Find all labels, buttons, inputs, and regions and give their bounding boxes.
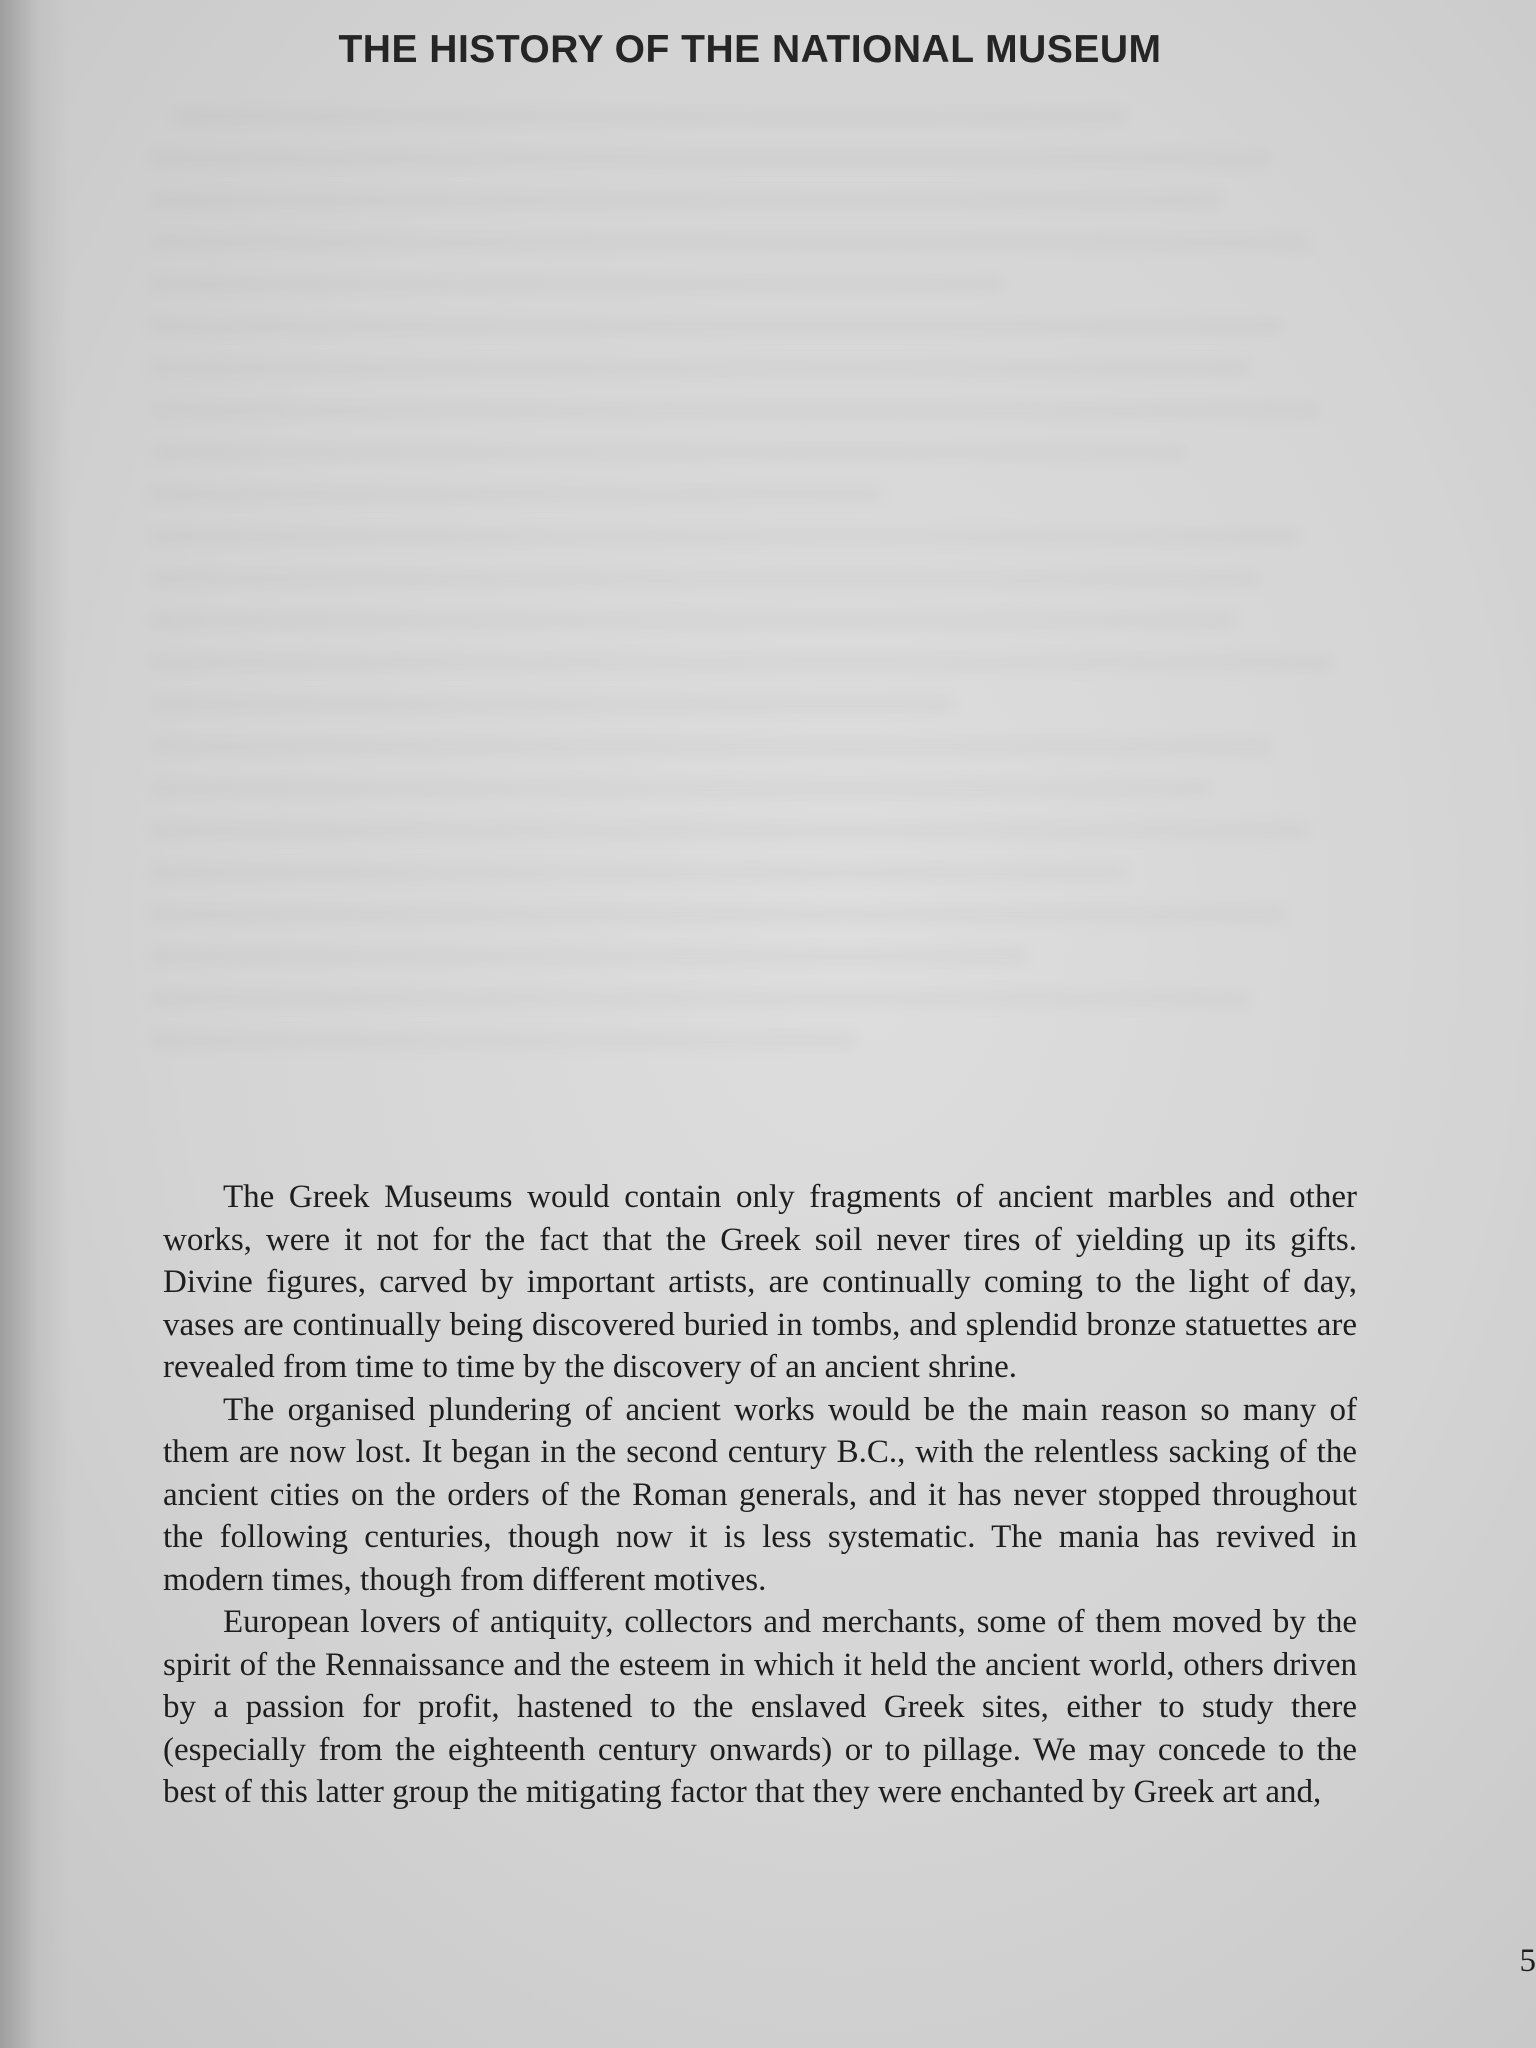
body-text [163,1176,1357,1814]
book-spine-shadow [0,0,70,2048]
paragraph-2: The organised plundering of ancient works would be the main reason so many of them are now lost. It began in the second century B.C., with the relentless sacking of the ancient cities on the orders of the Roman generals, and it has never stopped throughout the following centuries, though now it is less systematic. The mania has revived in modern times, though from different motives. [163,1391,1357,1598]
page-number: 5 [1519,1943,1536,1979]
show-through-text [150,110,1370,1110]
paragraph-3: European lovers of antiquity, collectors and merchants, some of them moved by the spirit of the Rennaissance and the esteem in which it held the ancient world, others driven by a passion for profit, hastened to the enslaved Greek sites, either to study there (especially from the eighteenth century onwards) or to pillage. We may concede to the best of this latter group the mitigating factor that they were enchanted by Greek art and, [163,1604,1357,1810]
paragraph-1: The Greek Museums would contain only fragments of ancient marbles and other works, were it not for the fact that the Greek soil never tires of yielding up its gifts. Divine figures, carved by important artists, are continually coming to the light of day, vases are continually being discovered buried in tombs, and splendid bronze statuettes are revealed from time to time by the discovery of an ancient shrine. [163,1179,1357,1385]
page-title: THE HISTORY OF THE NATIONAL MUSEUM [338,28,1162,71]
